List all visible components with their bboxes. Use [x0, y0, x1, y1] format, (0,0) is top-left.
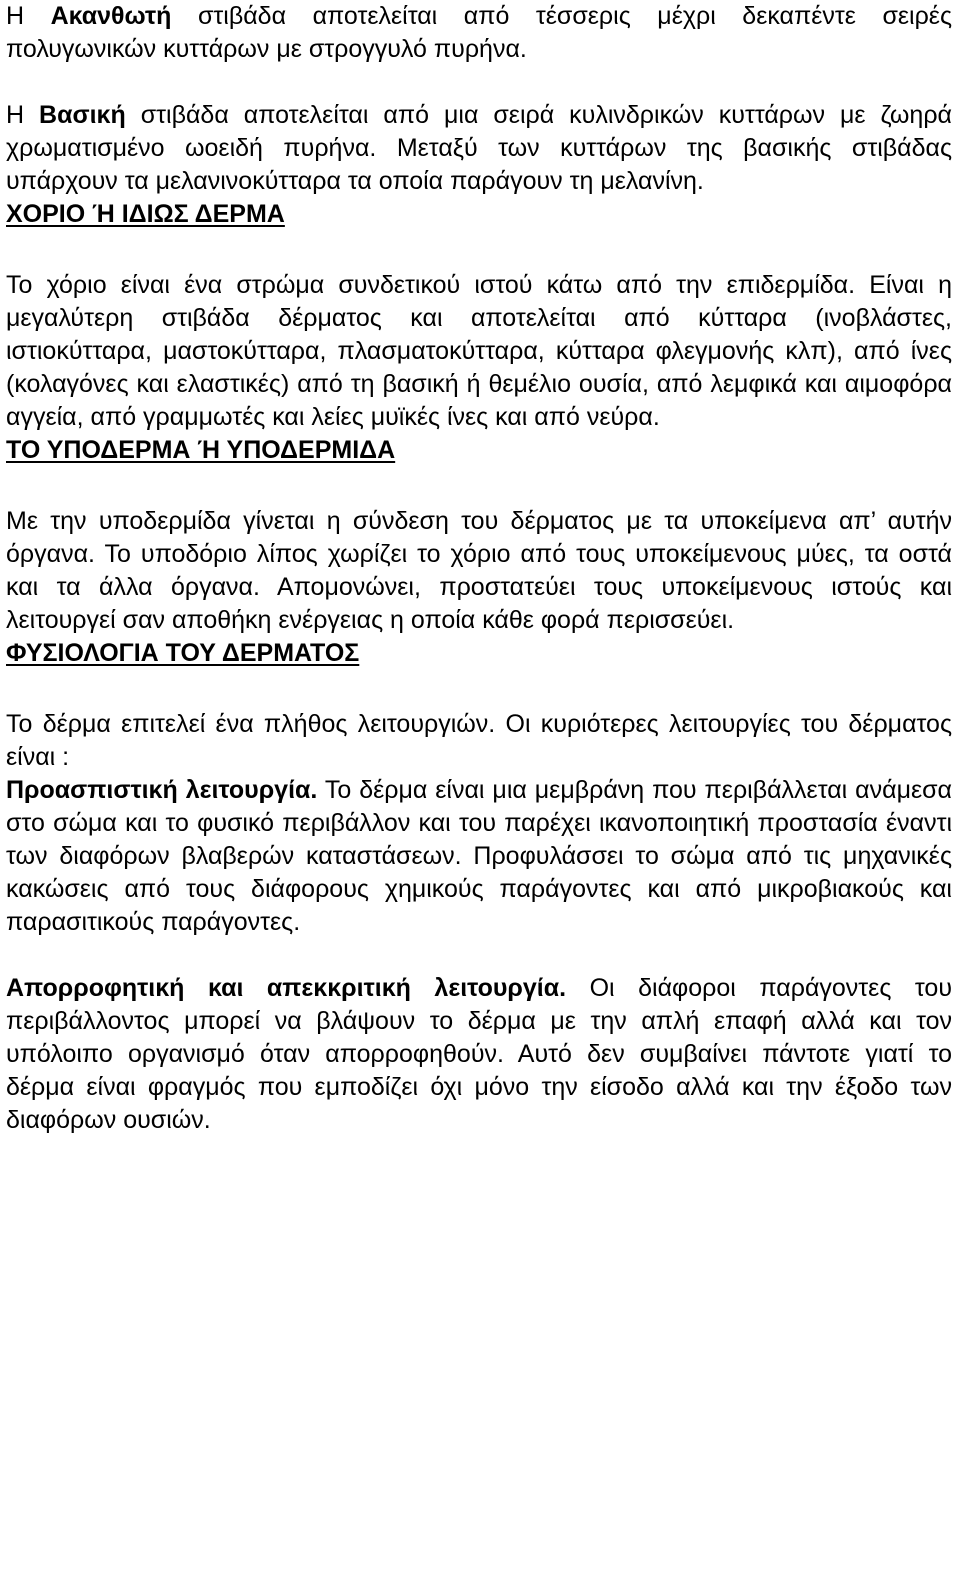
basal-layer-paragraph: [6, 99, 952, 198]
basal-term: Βασική: [39, 101, 126, 129]
protective-function-paragraph: [6, 774, 952, 939]
absorptive-function-text: Οι διάφοροι παράγοντες του περιβάλλοντος μπορεί να βλάψουν το δέρμα με την απλή επαφή αλλά και τον υπόλοιπο οργανισμό όταν απορροφηθούν. Αυτό δεν συμβαίνει πάντοτε γιατί το δέρμα είναι φραγμός που εμποδίζει όχι μόνο την είσοδο αλλά και την έξοδο των διαφόρων ουσιών.: [6, 974, 953, 1134]
dermis-paragraph: Το χόριο είναι ένα στρώμα συνδετικού ιστού κάτω από την επιδερμίδα. Είναι η μεγαλύτερη στιβάδα δέρματος και αποτελείται από κύτταρα (ινοβλάστες, ιστιοκύτταρα, μαστοκύτταρα, πλασματοκύτταρα, κύτταρα φλεγμονής κλπ), από ίνες (κολαγόνες και ελαστικές) από τη βασική ή θεμέλιο ουσία, από λεμφικά και αιμοφόρα αγγεία, από γραμμωτές και λείες μυϊκές ίνες και από νεύρα.: [6, 271, 952, 431]
basal-lead: Η: [6, 101, 40, 129]
absorptive-function-term: Απορροφητική και απεκκριτική λειτουργία.: [6, 974, 567, 1002]
acanthotic-term: Ακανθωτή: [50, 2, 172, 30]
acanthotic-layer-paragraph: [6, 0, 952, 66]
absorptive-function-paragraph: [6, 972, 952, 1137]
acanthotic-text: στιβάδα αποτελείται από τέσσερις μέχρι δεκαπέντε σειρές πολυγωνικών κυττάρων με στρογγυλό πυρήνα.: [6, 2, 953, 63]
hypodermis-paragraph: Με την υποδερμίδα γίνεται η σύνδεση του δέρματος με τα υποκείμενα απ’ αυτήν όργανα. Το υποδόριο λίπος χωρίζει το χόριο από τους υποκείμενους μύες, τα οστά και τα άλλα όργανα. Απομονώνει, προστατεύει τους υποκείμενους ιστούς και λειτουργεί σαν αποθήκη ενέργειας η οποία κάθε φορά περισσεύει.: [6, 507, 952, 634]
protective-function-term: Προασπιστική λειτουργία.: [6, 776, 318, 804]
physiology-intro-paragraph: Το δέρμα επιτελεί ένα πλήθος λειτουργιών. Οι κυριότερες λειτουργίες του δέρματος είναι :: [6, 710, 952, 771]
acanthotic-lead: Η: [6, 2, 51, 30]
hypodermis-heading: ΤΟ ΥΠΟΔΕΡΜΑ Ή ΥΠΟΔΕΡΜΙΔΑ: [6, 436, 396, 464]
dermis-heading: ΧΟΡΙΟ Ή ΙΔΙΩΣ ΔΕΡΜΑ: [6, 200, 285, 228]
basal-text: στιβάδα αποτελείται από μια σειρά κυλινδρικών κυττάρων με ζωηρά χρωματισμένο ωοειδή πυρήνα. Μεταξύ των κυττάρων της βασικής στιβάδας υπάρχουν τα μελανινοκύτταρα τα οποία παράγουν τη μελανίνη.: [6, 101, 953, 195]
physiology-heading: ΦΥΣΙΟΛΟΓΙΑ ΤΟΥ ΔΕΡΜΑΤΟΣ: [6, 639, 360, 667]
protective-function-text: Το δέρμα είναι μια μεμβράνη που περιβάλλεται ανάμεσα στο σώμα και το φυσικό περιβάλλον και του παρέχει ικανοποιητική προστασία έναντι των διαφόρων βλαβερών καταστάσεων. Προφυλάσσει το σώμα από τις μηχανικές κακώσεις από τους διάφορους χημικούς παράγοντες και από μικροβιακούς και παρασιτικούς παράγοντες.: [6, 776, 952, 936]
